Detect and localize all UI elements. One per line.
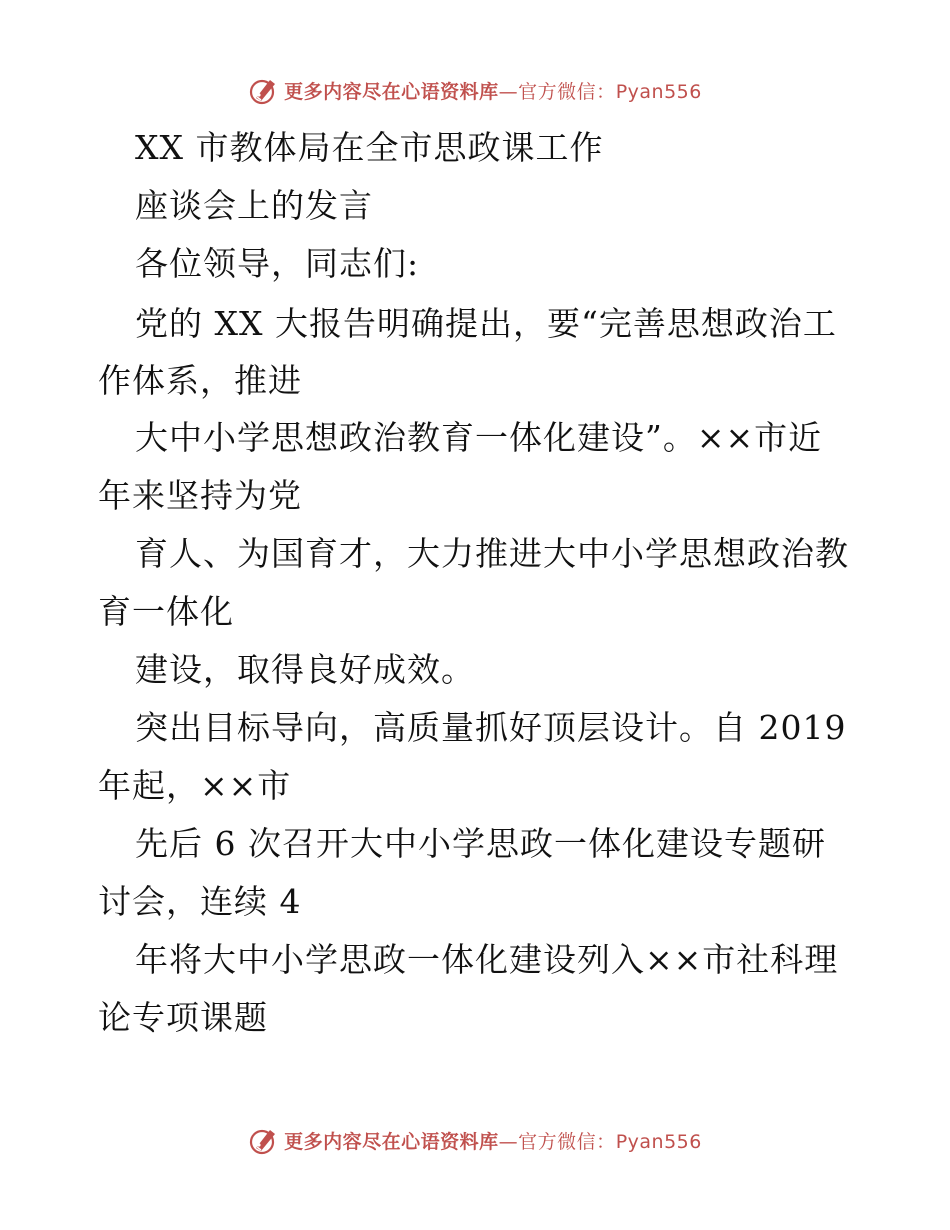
banner-main-text: 更多内容尽在心语资料库: [284, 1130, 499, 1153]
salutation: 各位领导，同志们:: [135, 244, 420, 283]
pen-nib-logo-icon: [248, 1124, 280, 1156]
paragraph-line: 大中小学思想政治教育一体化建设”。××市近: [135, 418, 823, 457]
banner-wechat-id: Pyan556: [615, 80, 702, 103]
paragraph-line: 作体系，推进: [98, 361, 302, 400]
header-banner: [0, 70, 950, 110]
banner-wechat-label: 官方微信：: [518, 80, 616, 103]
paragraph-line: 年将大中小学思政一体化建设列入××市社科理: [135, 940, 839, 979]
pen-nib-logo-icon: [248, 74, 280, 106]
paragraph-line: 论专项课题: [98, 998, 268, 1037]
banner-text: [284, 1127, 702, 1154]
paragraph-line: 育一体化: [98, 592, 234, 631]
banner-main-text: 更多内容尽在心语资料库: [284, 80, 499, 103]
paragraph-line: 先后 6 次召开大中小学思政一体化建设专题研: [135, 824, 826, 863]
paragraph-line: 建设，取得良好成效。: [135, 650, 475, 689]
banner-wechat-label: 官方微信：: [518, 1130, 616, 1153]
paragraph-line: 突出目标导向，高质量抓好顶层设计。自 2019: [135, 708, 847, 747]
doc-title-line-1: XX 市教体局在全市思政课工作: [135, 128, 604, 167]
paragraph-line: 党的 XX 大报告明确提出，要“完善思想政治工: [135, 304, 837, 343]
paragraph-line: 年来坚持为党: [98, 476, 302, 515]
banner-text: [284, 77, 702, 104]
paragraph-line: 年起，××市: [98, 766, 292, 805]
banner-separator: —: [498, 80, 519, 103]
banner-wechat-id: Pyan556: [615, 1130, 702, 1153]
footer-banner: [0, 1120, 950, 1160]
paragraph-line: 育人、为国育才，大力推进大中小学思想政治教: [135, 534, 849, 573]
paragraph-line: 讨会，连续 4: [98, 882, 302, 921]
doc-title-line-2: 座谈会上的发言: [135, 186, 373, 225]
banner-separator: —: [498, 1130, 519, 1153]
